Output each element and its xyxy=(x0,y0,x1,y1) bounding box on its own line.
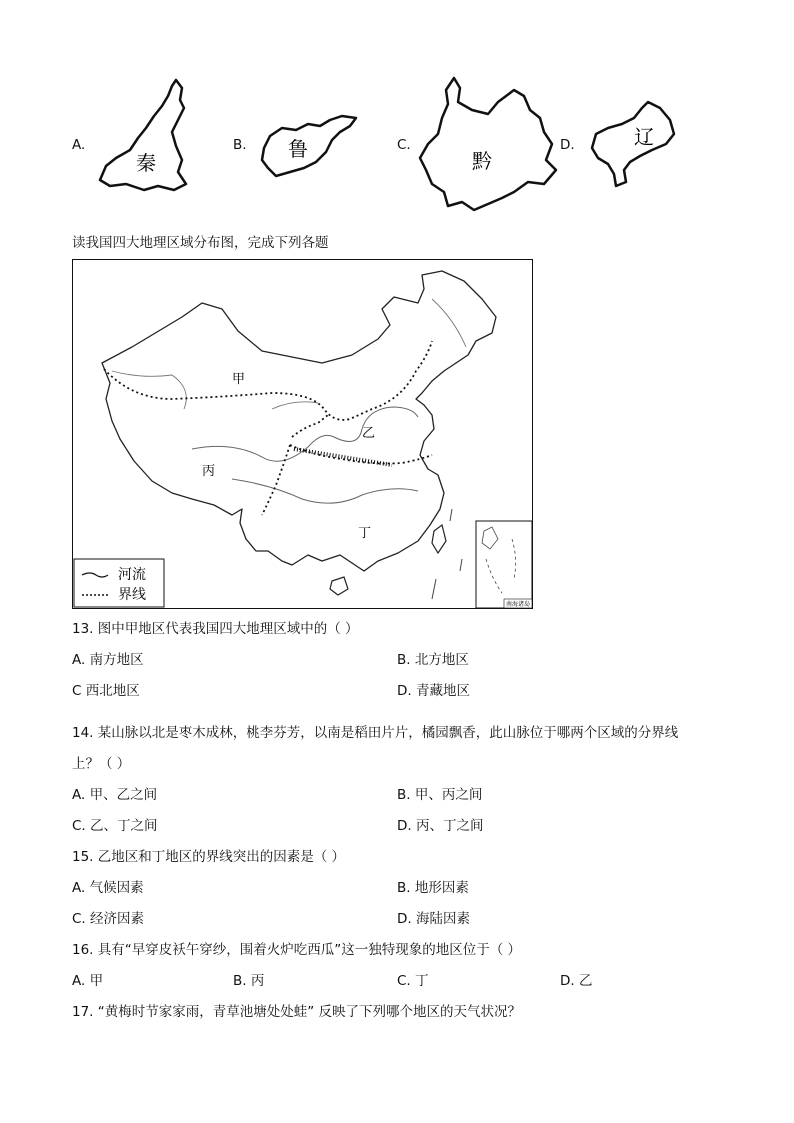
map-intro-text: 读我国四大地理区域分布图，完成下列各题 xyxy=(72,235,329,251)
option-a-province-outline xyxy=(96,76,196,194)
option-d-province-name: 辽 xyxy=(634,125,654,149)
option-a-province-name: 秦 xyxy=(136,151,156,175)
question-14-option-a[interactable]: A. 甲、乙之间 xyxy=(72,787,158,803)
option-b-label: B. xyxy=(233,137,247,153)
question-16-option-b[interactable]: B. 丙 xyxy=(233,973,265,989)
inset-label: 南海诸岛 xyxy=(506,601,531,608)
legend-boundary-text: 界线 xyxy=(118,587,146,603)
question-13-option-a[interactable]: A. 南方地区 xyxy=(72,652,144,668)
question-14-option-c[interactable]: C. 乙、丁之间 xyxy=(72,818,158,834)
question-13-option-b[interactable]: B. 北方地区 xyxy=(397,652,469,668)
option-d-province-outline xyxy=(588,98,678,190)
question-15-stem: 15. 乙地区和丁地区的界线突出的因素是（ ） xyxy=(72,849,346,865)
option-d-label: D. xyxy=(560,137,575,153)
question-14-option-d[interactable]: D. 丙、丁之间 xyxy=(397,818,484,834)
option-c-province-outline xyxy=(418,74,558,216)
question-14-stem: 14. 某山脉以北是枣木成林，桃李芬芳，以南是稻田片片，橘园飘香，此山脉位于哪两个区域的分界线 xyxy=(72,725,679,741)
question-16-option-c[interactable]: C. 丁 xyxy=(397,973,429,989)
option-a-label: A. xyxy=(72,137,86,153)
region-yi-label: 乙 xyxy=(362,426,376,441)
question-14-option-b[interactable]: B. 甲、丙之间 xyxy=(397,787,483,803)
region-jia-label: 甲 xyxy=(232,372,246,387)
question-13-stem: 13. 图中甲地区代表我国四大地理区域中的（ ） xyxy=(72,621,359,637)
option-c-label: C. xyxy=(397,137,411,153)
question-15-option-c[interactable]: C. 经济因素 xyxy=(72,911,145,927)
china-regions-map xyxy=(72,259,533,609)
question-16-option-a[interactable]: A. 甲 xyxy=(72,973,104,989)
region-ding-label: 丁 xyxy=(358,526,372,541)
legend-river-text: 河流 xyxy=(118,567,146,583)
question-15-option-a[interactable]: A. 气候因素 xyxy=(72,880,144,896)
option-c-province-name: 黔 xyxy=(472,149,492,173)
question-14-stem-continued: 上？（ ） xyxy=(72,756,131,772)
question-16-stem: 16. 具有“早穿皮袄午穿纱，围着火炉吃西瓜”这一独特现象的地区位于（ ） xyxy=(72,942,522,958)
question-13-option-d[interactable]: D. 青藏地区 xyxy=(397,683,470,699)
option-b-province-outline xyxy=(260,110,360,182)
question-17-stem: 17. “黄梅时节家家雨，青草池塘处处蛙” 反映了下列哪个地区的天气状况？ xyxy=(72,1004,522,1020)
question-13-option-c[interactable]: C 西北地区 xyxy=(72,683,140,699)
question-15-option-d[interactable]: D. 海陆因素 xyxy=(397,911,470,927)
region-bing-label: 丙 xyxy=(202,464,216,479)
south-china-sea-inset xyxy=(476,521,532,608)
option-b-province-name: 鲁 xyxy=(288,137,308,161)
question-15-option-b[interactable]: B. 地形因素 xyxy=(397,880,469,896)
question-16-option-d[interactable]: D. 乙 xyxy=(560,973,593,989)
